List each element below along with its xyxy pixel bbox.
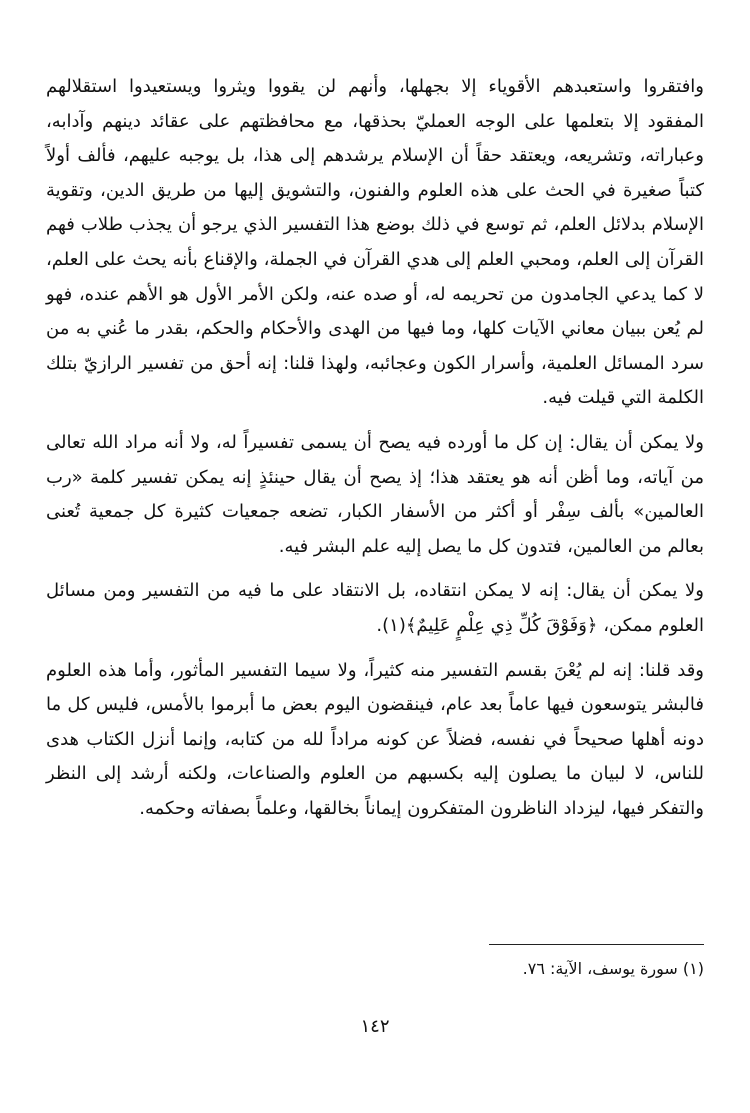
paragraph-4: وقد قلنا: إنه لم يُعْنَ بقسم التفسير منه كثيراً، ولا سيما التفسير المأثور، وأما هذه العلوم فالبشر يتوسعون فيها عاماً بعد عام، فينقضون اليوم بعض ما أبرموا بالأمس، فليس كل ما دونه أهلها صحيحاً في نفسه، فضلاً عن كونه مراداً لله من كتابه، وإنما أنزل الكتاب هدى للناس، لا لبيان ما يصلون إليه بكسبهم من العلوم والصناعات، ولكنه أرشد إلى النظر والتفكر فيها، ليزداد الناظرون المتفكرون إيماناً بخالقها، وعلماً بصفاته وحكمه. [46,659,704,819]
body-text [46,70,704,826]
paragraph-3: ولا يمكن أن يقال: إنه لا يمكن انتقاده، بل الانتقاد على ما فيه من التفسير ومن مسائل العلوم ممكن، ﴿وَفَوْقَ كُلِّ ذِي عِلْمٍ عَلِيمٌ﴾(١). [46,580,704,636]
paragraph-1: وافتقروا واستعبدهم الأقوياء إلا بجهلها، وأنهم لن يقووا ويثروا ويستعيدوا استقلالهم المفقود إلا بتعلمها على الوجه العمليّ بحذقها، مع محافظتهم على عقائد دينهم وآدابه، وعباراته، وتشريعه، ويعتقد حقاً أن الإسلام يرشدهم إلى هذا، بل يوجبه عليهم، فألف أولاً كتباً صغيرة في الحث على هذه العلوم والفنون، والتشويق إليها من طريق الدين، وتقوية الإسلام بدلائل العلم، ثم توسع في ذلك بوضع هذا التفسير الذي يرجو أن يجذب طلاب فهم القرآن إلى العلم، ومحبي العلم إلى هدي القرآن في الجملة، والإقناع بأنه يحث على العلم، لا كما يدعي الجامدون من تحريمه له، أو صده عنه، ولكن الأمر الأول هو الأهم عنده، فهو لم يُعن ببيان معاني الآيات كلها، وما فيها من الهدى والأحكام والحكم، بقدر ما عُني به من سرد المسائل العلمية، وأسرار الكون وعجائبه، ولهذا قلنا: إنه أحق من تفسير الرازيّ بتلك الكلمة التي قيلت فيه. [46,76,704,409]
footnote-divider [489,944,704,945]
footnote: (١) سورة يوسف، الآية: ٧٦. [522,959,704,978]
page-number: ١٤٢ [360,1016,390,1037]
paragraph-2: ولا يمكن أن يقال: إن كل ما أورده فيه يصح أن يسمى تفسيراً له، ولا أنه مراد الله تعالى من آياته، وما أظن أنه هو يعتقد هذا؛ إذ يصح أن يقال حينئذٍ إنه يمكن تفسير كلمة «رب العالمين» بألف سِفْر أو أكثر من الأسفار الكبار، تضعه جمعيات كثيرة كل جمعية تُعنى بعالم من العالمين، فتدون كل ما يصل إليه علم البشر فيه. [46,431,704,557]
